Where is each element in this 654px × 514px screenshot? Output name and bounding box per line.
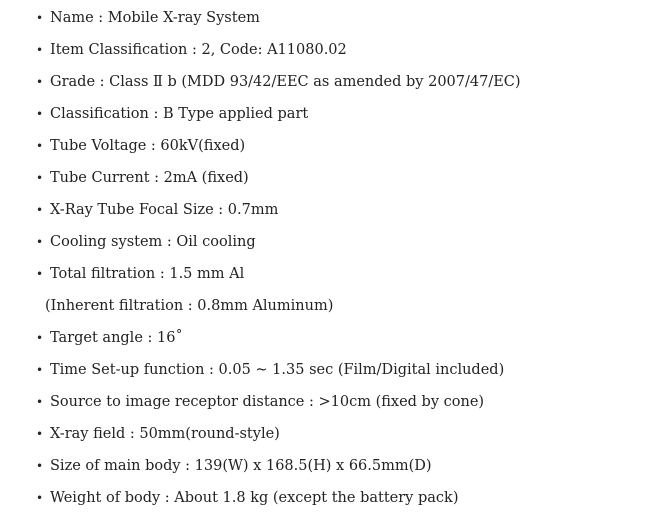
spec-item-source-distance: [36, 386, 521, 418]
spec-item-time-setup: [36, 354, 521, 386]
spec-item-body-size: [36, 450, 521, 482]
bullet-icon: •: [36, 267, 44, 281]
spec-text: Source to image receptor distance : >10cm (fixed by cone): [50, 394, 485, 410]
bullet-icon: •: [36, 427, 44, 441]
spec-text: Total filtration : 1.5 mm Al: [50, 266, 245, 282]
bullet-icon: •: [36, 75, 44, 89]
spec-item-classification: [36, 98, 521, 130]
spec-text: Weight of body : About 1.8 kg (except the battery pack): [50, 490, 459, 506]
bullet-icon: •: [36, 331, 44, 345]
spec-text: (Inherent filtration : 0.8mm Aluminum): [45, 298, 334, 314]
spec-text: Name : Mobile X-ray System: [50, 10, 260, 26]
spec-item-total-filtration: [36, 258, 521, 290]
spec-item-tube-current: [36, 162, 521, 194]
spec-text: Item Classification : 2, Code: A11080.02: [50, 42, 347, 58]
spec-item-classification-code: [36, 34, 521, 66]
bullet-icon: •: [36, 203, 44, 217]
bullet-icon: •: [36, 491, 44, 505]
bullet-icon: •: [36, 139, 44, 153]
bullet-icon: •: [36, 363, 44, 377]
spec-item-xray-field: [36, 418, 521, 450]
bullet-icon: •: [36, 43, 44, 57]
spec-list: [36, 2, 521, 514]
spec-item-grade: [36, 66, 521, 98]
spec-item-inherent-filtration: [36, 290, 521, 322]
spec-item-tube-voltage: [36, 130, 521, 162]
spec-text: Cooling system : Oil cooling: [50, 234, 256, 250]
spec-text: X-ray field : 50mm(round-style): [50, 426, 280, 442]
bullet-icon: •: [36, 395, 44, 409]
spec-item-cooling-system: [36, 226, 521, 258]
spec-item-body-weight: [36, 482, 521, 514]
spec-text: X-Ray Tube Focal Size : 0.7mm: [50, 202, 279, 218]
bullet-icon: •: [36, 171, 44, 185]
spec-text: Grade : Class Ⅱ b (MDD 93/42/EEC as amended by 2007/47/EC): [50, 74, 521, 90]
spec-text: Time Set-up function : 0.05 ~ 1.35 sec (Film/Digital included): [50, 362, 505, 378]
spec-text: Target angle : 16˚: [50, 330, 183, 346]
spec-text: Tube Voltage : 60kV(fixed): [50, 138, 246, 154]
bullet-icon: •: [36, 11, 44, 25]
bullet-icon: •: [36, 107, 44, 121]
spec-text: Classification : B Type applied part: [50, 106, 309, 122]
bullet-icon: •: [36, 235, 44, 249]
spec-item-name: [36, 2, 521, 34]
spec-item-target-angle: [36, 322, 521, 354]
spec-text: Size of main body : 139(W) x 168.5(H) x 66.5mm(D): [50, 458, 432, 474]
spec-text: Tube Current : 2mA (fixed): [50, 170, 249, 186]
bullet-icon: •: [36, 459, 44, 473]
spec-item-focal-size: [36, 194, 521, 226]
